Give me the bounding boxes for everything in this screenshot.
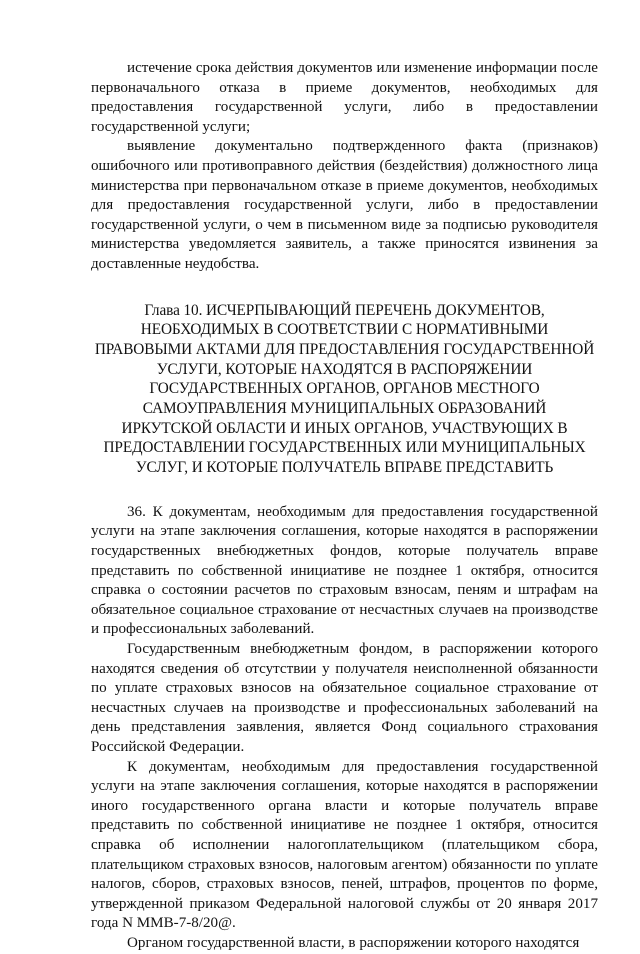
chapter-heading-line: ПРАВОВЫМИ АКТАМИ ДЛЯ ПРЕДОСТАВЛЕНИЯ ГОСУДАРСТВЕННОЙ [94, 340, 595, 358]
chapter-heading-line: ГОСУДАРСТВЕННЫХ ОРГАНОВ, ОРГАНОВ МЕСТНОГО [149, 380, 540, 398]
chapter-heading-line: ИРКУТСКОЙ ОБЛАСТИ И ИНЫХ ОРГАНОВ, УЧАСТВУЮЩИХ В [121, 419, 568, 437]
chapter-heading [91, 301, 598, 478]
paragraph-state-authority: Органом государственной власти, в распоряжении которого находятся [127, 934, 580, 951]
paragraph-tax-certificate: К документам, необходимым для предоставления государственной услуги на этапе заключения соглашения, которые находятся в распоряжении иного государственного органа власти и которые получатель вправе представить по собственной инициативе не позднее 1 октября, относится справка об исполнении налогоплательщиком (плательщиком сбора, плательщиком страховых взносов, налоговым агентом) обязанности по уплате налогов, сборов, страховых взносов, пеней, штрафов, процентов по форме, утвержденной приказом Федеральной налоговой службы от 20 января 2017 года N ММВ-7-8/20@. [91, 758, 598, 932]
document-body [91, 59, 598, 954]
paragraph-document-expiry: истечение срока действия документов или изменение информации после первоначального отказа в приеме документов, необходимых для предоставления государственной услуги, либо в предоставлении государственной услуги; [91, 60, 598, 135]
paragraph-error-detection: выявление документально подтвержденного факта (признаков) ошибочного или противоправного действия (бездействия) должностного лица министерства при первоначальном отказе в приеме документов, необходимых для предоставления государственной услуги, либо в предоставлении государственной услуги, о чем в письменном виде за подписью руководителя министерства уведомляется заявитель, а также приносятся извинения за доставленные неудобства. [91, 138, 598, 272]
paragraph-36-extrabudgetary-funds: 36. К документам, необходимым для предоставления государственной услуги на этапе заключения соглашения, которые находятся в распоряжении государственных внебюджетных фондов, которые получатель вправе представить по собственной инициативе не позднее 1 октября, относится справка о состоянии расчетов по страховым взносам, пеням и штрафам на обязательное социальное страхование от несчастных случаев на производстве и профессиональных заболеваний. [91, 503, 598, 638]
chapter-heading-line: НЕОБХОДИМЫХ В СООТВЕТСТВИИ С НОРМАТИВНЫМИ [140, 321, 549, 339]
paragraph-social-insurance-fund: Государственным внебюджетным фондом, в распоряжении которого находятся сведения об отсутствии у получателя неисполненной обязанности по уплате страховых взносов на обязательное социальное страхование от несчастных случаев на производстве и профессиональных заболеваний на день представления заявления, является Фонд социального страхования Российской Федерации. [91, 641, 598, 755]
chapter-heading-line: Глава 10. ИСЧЕРПЫВАЮЩИЙ ПЕРЕЧЕНЬ ДОКУМЕНТОВ, [144, 301, 545, 319]
chapter-heading-line: ПРЕДОСТАВЛЕНИИ ГОСУДАРСТВЕННЫХ ИЛИ МУНИЦИПАЛЬНЫХ [103, 439, 586, 457]
chapter-heading-line: САМОУПРАВЛЕНИЯ МУНИЦИПАЛЬНЫХ ОБРАЗОВАНИЙ [142, 400, 547, 418]
chapter-heading-line: УСЛУГ, И КОТОРЫЕ ПОЛУЧАТЕЛЬ ВПРАВЕ ПРЕДСТАВИТЬ [135, 459, 554, 477]
chapter-heading-line: УСЛУГИ, КОТОРЫЕ НАХОДЯТСЯ В РАСПОРЯЖЕНИИ [156, 360, 533, 378]
